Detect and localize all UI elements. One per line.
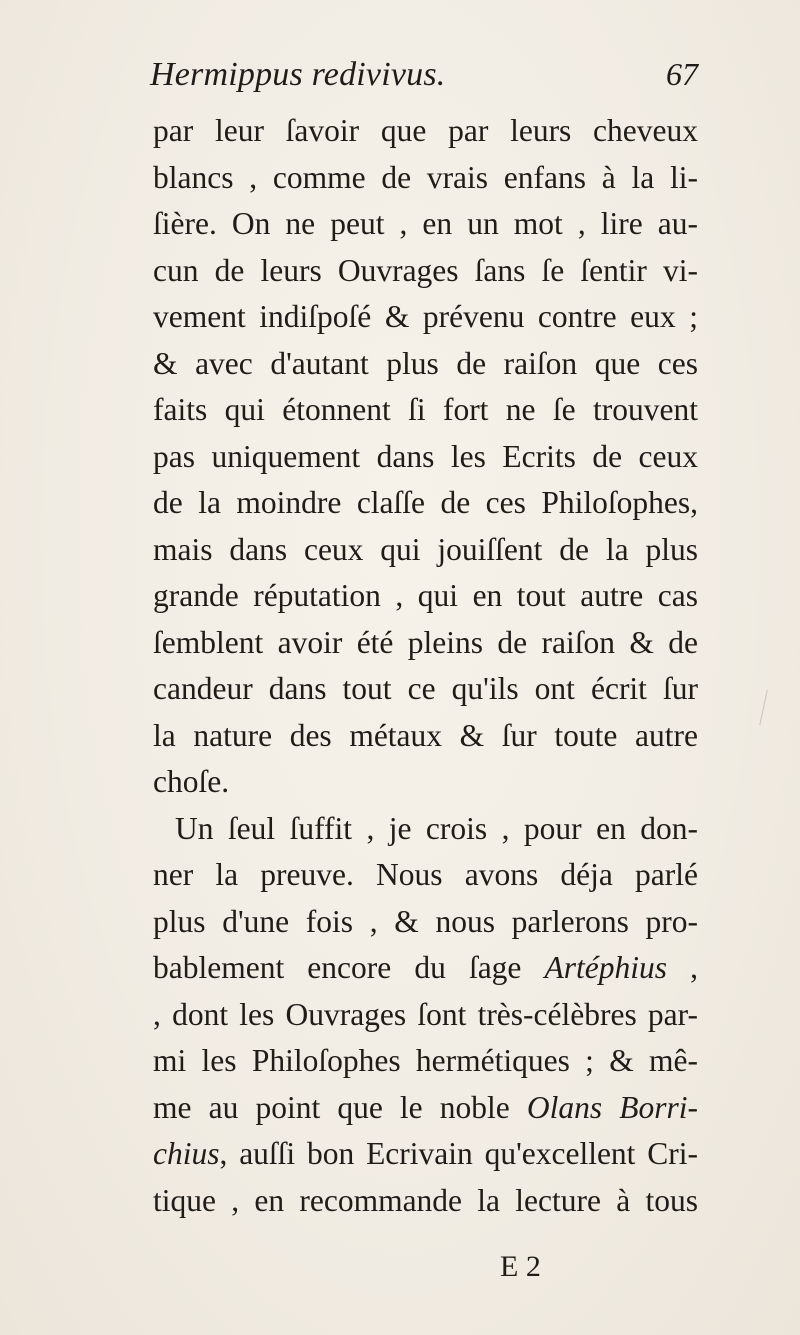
text-line: ſemblent avoir été pleins de raiſon & de [153,624,698,660]
text-line: faits qui étonnent ſi fort ne ſe trouvent [153,392,698,427]
page-number: 67 [666,56,698,92]
text-line: ſière. On ne peut , en un mot , lire au- [153,206,698,241]
text-segment: me au point que le noble [153,1089,527,1125]
text-line: candeur dans tout ce qu'ils ont écrit ſur [153,671,698,706]
text-line: bablement encore du ſage Artéphius , [153,950,698,985]
text-line [153,992,698,1039]
text-line: mais dans ceux qui jouiſſent de la plus [153,531,698,567]
running-title: Hermippus redivivus. [150,56,446,93]
text-line [153,1131,698,1178]
paper-mark [759,690,773,727]
text-line: plus d'une fois , & nous parlerons pro- [153,903,698,939]
catchword: E 2 [500,1250,541,1283]
text-line: de la moindre claſſe de ces Philoſophes, [153,485,698,520]
text-line: mi les Philoſophes hermétiques ; & mê- [153,1043,698,1078]
text-line: blancs , comme de vrais enfans à la li- [153,159,698,195]
text-segment: bablement encore du ſage [153,950,545,985]
text-segment: , auſſi bon Ecrivain qu'excellent Cri- [219,1136,698,1171]
text-line: la nature des métaux & ſur toute autre [153,717,698,753]
text-line: vement indiſpoſé & prévenu contre eux ; [153,299,698,334]
text-line: cun de leurs Ouvrages ſans ſe ſentir vi- [153,252,698,288]
name-olans-borrichius: Olans Borri- [526,1089,698,1125]
text-line: grande réputation , qui en tout autre cas [153,578,698,613]
text-line: & avec d'autant plus de raiſon que ces [153,345,698,381]
text-segment: , dont les Ouvrages ſont très-célèbres par- [153,996,698,1032]
text-line: par leur ſavoir que par leurs cheveux [153,113,698,148]
text-line: pas uniquement dans les Ecrits de ceux [153,438,698,474]
text-line: ner la preuve. Nous avons déja parlé [153,857,698,892]
name-artephius: Artéphius [544,950,668,985]
name-borrichius-end: chius [153,1136,220,1171]
text-line [153,1085,698,1132]
text-line: choſe. [153,764,230,799]
text-line: tique , en recommande la lecture à tous [153,1182,698,1218]
body-text [153,108,698,1224]
running-head [150,56,700,104]
text-line: Un ſeul ſuffit , je crois , pour en don- [175,810,698,846]
